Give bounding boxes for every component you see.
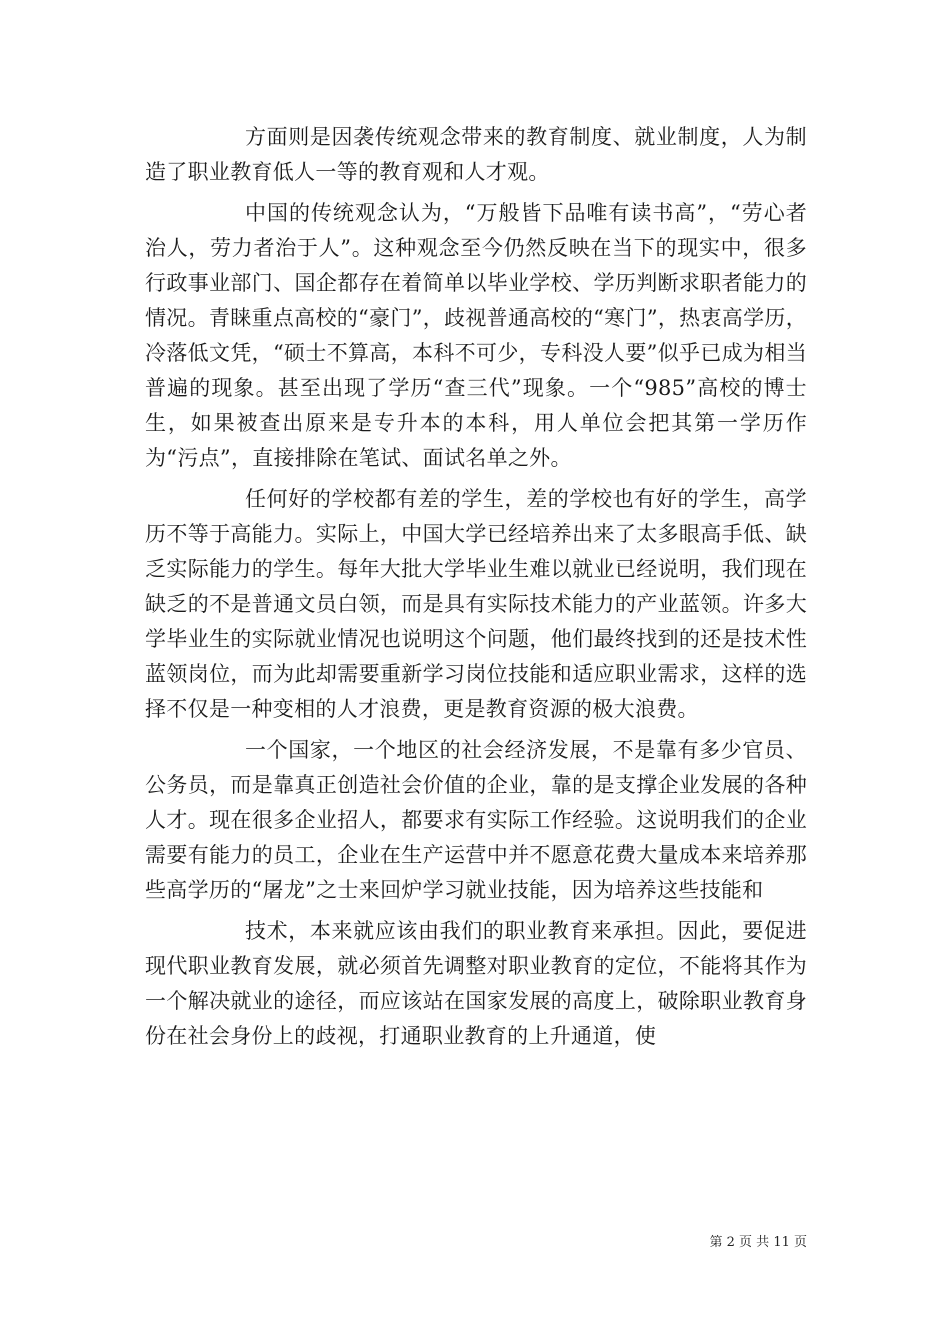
body-text <box>145 120 807 1060</box>
paragraph-3: 任何好的学校都有差的学生，差的学校也有好的学生，高学历不等于高能力。实际上，中国大学已经培养出来了太多眼高手低、缺乏实际能力的学生。每年大批大学毕业生难以就业已经说明，我们现在缺乏的不是普通文员白领，而是具有实际技术能力的产业蓝领。许多大学毕业生的实际就业情况也说明这个问题，他们最终找到的还是技术性蓝领岗位，而为此却需要重新学习岗位技能和适应职业需求，这样的选择不仅是一种变相的人才浪费，更是教育资源的极大浪费。 <box>145 487 807 721</box>
paragraph-2: 中国的传统观念认为，“万般皆下品唯有读书高”，“劳心者治人，劳力者治于人”。这种观念至今仍然反映在当下的现实中，很多行政事业部门、国企都存在着简单以毕业学校、学历判断求职者能力的情况。青睐重点高校的“豪门”，歧视普通高校的“寒门”，热衷高学历，冷落低文凭，“硕士不算高，本科不可少，专科没人要”似乎已成为相当普遍的现象。甚至出现了学历“查三代”现象。一个“985”高校的博士生，如果被查出原来是专升本的本科，用人单位会把其第一学历作为“污点”，直接排除在笔试、面试名单之外。 <box>145 201 807 470</box>
paragraph-5: 技术，本来就应该由我们的职业教育来承担。因此，要促进现代职业教育发展，就必须首先调整对职业教育的定位，不能将其作为一个解决就业的途径，而应该站在国家发展的高度上，破除职业教育身份在社会身份上的歧视，打通职业教育的上升通道，使 <box>145 919 807 1048</box>
paragraph-4: 一个国家，一个地区的社会经济发展，不是靠有多少官员、公务员，而是靠真正创造社会价值的企业，靠的是支撑企业发展的各种人才。现在很多企业招人，都要求有实际工作经验。这说明我们的企业需要有能力的员工，企业在生产运营中并不愿意花费大量成本来培养那些高学历的“屠龙”之士来回炉学习就业技能，因为培养这些技能和 <box>145 738 807 902</box>
paragraph-1: 方面则是因袭传统观念带来的教育制度、就业制度，人为制造了职业教育低人一等的教育观和人才观。 <box>145 125 807 184</box>
page-footer: 第 2 页 共 11 页 <box>709 1235 807 1250</box>
